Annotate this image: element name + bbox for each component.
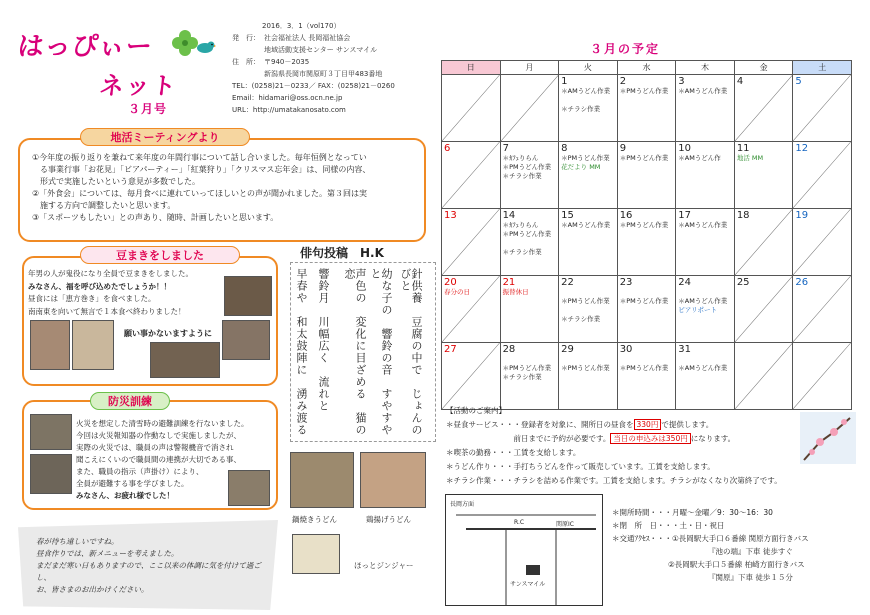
- issue-date: 2016．3．1（vol170）: [262, 22, 341, 30]
- calendar-day: [617, 276, 676, 343]
- mame-line: みなさん、福を呼び込めたでしょうか！！: [28, 281, 171, 291]
- calendar-event: ＊PMうどん作業: [561, 364, 610, 372]
- calendar-week: [442, 209, 852, 276]
- hours: ＊開所時間・・・月曜～金曜／9：30～16：30: [612, 508, 773, 517]
- closed-day-slash: [793, 276, 851, 342]
- day-number: 14: [502, 210, 516, 221]
- calendar-day: [559, 142, 618, 209]
- calendar-event: ＊AMうどん作業: [561, 221, 611, 229]
- reserve-text-end: になります。: [690, 434, 736, 443]
- bousai-line: また、職員の指示（声掛け）により、: [76, 467, 204, 476]
- calendar-event: [503, 355, 557, 364]
- calendar-event: [561, 355, 615, 364]
- calendar-event: ＊PMうどん作業: [502, 364, 552, 372]
- day-number: 1: [561, 76, 568, 87]
- closed-day-slash: [442, 343, 500, 409]
- calendar-day: [500, 209, 559, 276]
- calendar-event: ピアリポート: [678, 306, 717, 314]
- meeting-line: 施する方向で調整したいと思います。: [32, 201, 176, 210]
- meeting-line: 形式で実施したいという意見が多数でした。: [32, 177, 200, 186]
- postal-code: 〒940－2035: [264, 58, 310, 66]
- email[interactable]: Email：hidamari@oss.ocn.ne.jp: [232, 94, 343, 102]
- day-number: 21: [502, 277, 516, 288]
- calendar-day: [500, 142, 559, 209]
- calendar-event: 花だより MM: [561, 163, 601, 171]
- calendar-event: ＊PMうどん作業: [561, 154, 610, 162]
- day-number: 2: [619, 76, 627, 87]
- calendar-day: [617, 142, 676, 209]
- calendar-event: ＊チラシ作業: [502, 248, 542, 256]
- day-number: 31: [678, 344, 691, 355]
- calendar-day: [676, 75, 735, 142]
- weekday-saturday: 土: [793, 61, 852, 75]
- calendar-day: [676, 276, 735, 343]
- food-caption: 鶏揚げうどん: [366, 515, 411, 524]
- note-text: [36, 536, 266, 596]
- calendar-event: ＊ｶﾌｪりらん: [502, 154, 539, 162]
- mame-photo: [72, 320, 114, 370]
- calendar-event: ＊AMうどん作業: [678, 364, 728, 372]
- day-number: 23: [619, 277, 633, 288]
- issuer-center: 地域活動支援センター サンスマイル: [264, 46, 378, 54]
- closed-day-slash: [501, 75, 559, 141]
- day-number: 5: [795, 76, 802, 87]
- food-caption: 鍋焼きうどん: [292, 515, 337, 524]
- mame-photo: [30, 320, 70, 370]
- day-number: 27: [444, 344, 457, 355]
- closed-day-slash: [735, 75, 793, 141]
- day-number: 22: [561, 277, 574, 288]
- calendar-day: [500, 75, 559, 142]
- calendar-event: ＊AMうどん作: [678, 154, 721, 162]
- calendar-event: 振替休日: [502, 288, 529, 296]
- weekday-friday: 金: [734, 61, 793, 75]
- calendar-event: ＊PMうどん作業: [619, 87, 669, 95]
- transport: ＊交通ｱｸｾｽ・・・①長岡駅大手口６番線 関原方面行きバス: [612, 534, 809, 543]
- bousai-line: 聞こえにくいので職員間の連携が大切である事、: [76, 455, 241, 464]
- calendar-event: ＊PMうどん作業: [619, 221, 669, 229]
- closed-day-slash: [793, 343, 851, 409]
- calendar-event: ＊PMうどん作業: [619, 364, 669, 372]
- note-line: まだまだ寒い日もありますので、ここ以来の体調に気を付けて過ごし、: [36, 561, 261, 582]
- udon-line: ＊うどん作り・・・手打ちうどんを作って販売しています。工賃を支給します。: [446, 462, 715, 471]
- haiku-column: 響鈴月 川幅広く 流れと: [317, 268, 330, 412]
- day-number: 20: [444, 277, 457, 288]
- day-number: 19: [795, 210, 809, 221]
- closed-day-slash: [793, 142, 851, 208]
- bousai-title: 防災訓練: [90, 392, 170, 410]
- calendar-event: [561, 96, 615, 105]
- calendar-day: [734, 142, 793, 209]
- publisher-info: [232, 20, 395, 116]
- mame-photo: [222, 320, 270, 360]
- flyer-line: ＊チラシ作業・・・チラシを詰める作業です。工賃を支給します。チラシがなくなり次第終了です。: [446, 476, 782, 485]
- issuer-name: 社会福祉法人 長岡福祉協会: [264, 34, 351, 42]
- issuer-label: 発 行：: [232, 34, 260, 42]
- bousai-line: 火災を想定した清雪時の避難訓練を行ないました。: [76, 419, 249, 428]
- bus-stop-1: 『池の端』下車 徒歩すぐ: [708, 547, 793, 556]
- day-number: 17: [678, 210, 691, 221]
- calendar-event: ＊PMうどん作業: [502, 163, 552, 171]
- mame-caption: 願い事かないますように: [124, 329, 212, 338]
- calendar-day: [442, 343, 501, 410]
- calendar-event: [678, 288, 732, 297]
- sameday-price: 当日の申込みは350円: [610, 433, 690, 444]
- calendar-event: ＊チラシ作業: [502, 172, 542, 180]
- bird-icon: [196, 40, 216, 54]
- calendar-event: ＊チラシ作業: [561, 315, 601, 323]
- calendar-day: [734, 209, 793, 276]
- calendar-event: ＊AMうどん作業: [678, 87, 728, 95]
- meeting-title: 地活ミーティングより: [80, 128, 250, 146]
- mame-photo: [150, 342, 220, 378]
- bousai-line: みなさん、お疲れ様でした！: [76, 491, 174, 500]
- calendar-day: [793, 343, 852, 410]
- calendar-day: [559, 75, 618, 142]
- newsletter-subtitle: ネット: [98, 72, 180, 100]
- calendar-day: [442, 75, 501, 142]
- calendar-event: ＊AMうどん作業: [561, 87, 611, 95]
- day-number: 12: [795, 143, 809, 154]
- url[interactable]: URL：http://umatakanosato.com: [232, 106, 346, 114]
- address-label: 住 所：: [232, 58, 260, 66]
- reserve-text: 前日までに予約が必要です。: [446, 434, 611, 443]
- food-caption: ほっとジンジャー: [354, 561, 414, 570]
- closed-day-slash: [442, 75, 500, 141]
- closed-day-slash: [793, 209, 851, 275]
- activities-heading: 【活動のご案内】: [446, 406, 506, 415]
- calendar-event: ＊チラシ作業: [502, 373, 542, 381]
- calendar-day: [617, 209, 676, 276]
- calendar-day: [734, 75, 793, 142]
- cafe-line: ＊喫茶の勤務・・・工賃を支給します。: [446, 448, 581, 457]
- calendar-week: [442, 343, 852, 410]
- calendar-day: [734, 343, 793, 410]
- bousai-photo: [30, 454, 72, 494]
- map-label: サンスマイル: [510, 581, 546, 588]
- closed-day-slash: [442, 142, 500, 208]
- note-line: お、皆さまのお出かけください。: [36, 585, 149, 594]
- issue-month: ３月号: [128, 102, 168, 116]
- calendar-day: [442, 276, 501, 343]
- calendar-day: [442, 142, 501, 209]
- calendar-day: [500, 276, 559, 343]
- map-drawing: [446, 495, 604, 607]
- lunch-text-end: で提供します。: [661, 420, 714, 429]
- mame-line: 南南東を向いて無言で１本食べ終わりました！: [28, 306, 186, 316]
- calendar-event: 地活 MM: [736, 154, 764, 162]
- calendar-day: [676, 209, 735, 276]
- calendar-title: ３月の予定: [590, 42, 661, 56]
- weekday-sunday: 日: [442, 61, 501, 75]
- weekday-wednesday: 水: [617, 61, 676, 75]
- food-photo: [292, 534, 340, 574]
- map-label: 関原IC: [556, 521, 574, 528]
- address: 新潟県長岡市関原町３丁目甲483番地: [264, 70, 383, 78]
- calendar-event: ＊PMうどん作業: [502, 230, 552, 238]
- meeting-line: ③「スポーツもしたい」との声あり、随時、計画したいと思います。: [32, 213, 279, 222]
- mame-line: 昼食には「恵方巻き」を食べました。: [28, 294, 156, 303]
- map-label: 長岡方面: [450, 501, 475, 508]
- haiku-title: 俳句投稿 H.K: [300, 246, 384, 260]
- calendar-day: [442, 209, 501, 276]
- bousai-photo: [30, 414, 72, 450]
- meeting-text: [32, 152, 422, 224]
- bousai-line: 今回は火災報知器の作動なしで実施しましたが、: [76, 431, 241, 440]
- day-number: 29: [561, 344, 574, 355]
- calendar-event: [620, 355, 674, 364]
- meeting-line: ②「外食会」については、毎月食べに連れていってほしいとの声が聞かれました。第３回は実: [32, 189, 368, 198]
- day-number: 3: [678, 76, 685, 87]
- food-photo: [290, 452, 354, 508]
- calendar-event: ＊AMうどん作業: [678, 221, 728, 229]
- calendar-day: [617, 343, 676, 410]
- plum-blossom-illustration: [800, 412, 856, 464]
- day-number: 11: [736, 143, 750, 154]
- calendar-event: ＊チラシ作業: [561, 105, 601, 113]
- calendar-week: [442, 75, 852, 142]
- tel-fax: TEL：(0258)21－0233／ FAX：(0258)21－0260: [232, 82, 395, 90]
- closed-day-slash: [793, 75, 851, 141]
- weekday-tuesday: 火: [559, 61, 618, 75]
- day-number: 30: [619, 344, 633, 355]
- day-number: 26: [795, 277, 809, 288]
- bousai-line: 実際の火災では、職員の声は警報機音で消され: [76, 443, 234, 452]
- closed-day-slash: [735, 276, 793, 342]
- newsletter-title: はっぴぃー: [16, 32, 155, 62]
- bus-stop-2: 『関原』下車 徒歩１５分: [708, 573, 793, 582]
- day-number: 8: [561, 143, 568, 154]
- note-line: 春が待ち遠しいですね。: [36, 537, 119, 546]
- calendar-event: ＊AMうどん作業: [678, 297, 728, 305]
- access-map: [445, 494, 603, 606]
- calendar-day: [793, 142, 852, 209]
- bousai-line: 全員が避難する事を学びました。: [76, 479, 189, 488]
- calendar-week: [442, 142, 852, 209]
- calendar: [441, 60, 852, 410]
- meeting-line: る事業行事「お花見」「ビアパーティー」「紅葉狩り」「クリスマス忘年会」は、同様の内容、: [32, 165, 371, 174]
- calendar-day: [559, 343, 618, 410]
- calendar-day: [676, 142, 735, 209]
- day-number: 15: [561, 210, 574, 221]
- map-label: R.C: [514, 519, 525, 526]
- note-line: 昼食作りでは、新メニューを考えました。: [36, 549, 179, 558]
- meeting-line: ①今年度の振り返りを兼ねて来年度の年間行事について話し合いました。毎年恒例となってい: [32, 153, 367, 162]
- calendar-event: [503, 239, 557, 248]
- day-number: 24: [678, 277, 691, 288]
- day-number: 4: [736, 76, 744, 87]
- lunch-price: 330円: [634, 419, 662, 430]
- closed-day-slash: [735, 209, 793, 275]
- day-number: 10: [678, 143, 691, 154]
- lunch-text: ＊昼食サービス・・・登録者を対象に、開所日の昼食を: [446, 420, 634, 429]
- weekday-monday: 月: [500, 61, 559, 75]
- haiku-column: 幼な子の 響鈴の音 すやすやと: [369, 268, 393, 436]
- calendar-day: [793, 209, 852, 276]
- closed-day-slash: [442, 276, 500, 342]
- haiku-column: 早春や 和太鼓陣に 湧み渡る: [295, 268, 308, 436]
- mame-text: [28, 268, 228, 318]
- calendar-event: ＊PMうどん作業: [619, 297, 669, 305]
- calendar-event: [620, 288, 674, 297]
- calendar-day: [559, 276, 618, 343]
- access-info: [612, 506, 809, 584]
- calendar-event: ＊PMうどん作業: [561, 297, 610, 305]
- closed-days: ＊閉 所 日・・・土・日・祝日: [612, 521, 725, 530]
- day-number: 28: [502, 344, 516, 355]
- closed-day-slash: [442, 209, 500, 275]
- calendar-event: [678, 355, 732, 364]
- calendar-day: [793, 276, 852, 343]
- day-number: 16: [619, 210, 633, 221]
- calendar-day: [617, 75, 676, 142]
- day-number: 25: [736, 277, 750, 288]
- calendar-event: [561, 306, 615, 315]
- calendar-day: [734, 276, 793, 343]
- calendar-day: [793, 75, 852, 142]
- day-number: 7: [502, 143, 509, 154]
- calendar-day: [559, 209, 618, 276]
- calendar-event: [561, 288, 615, 297]
- calendar-week: [442, 276, 852, 343]
- bousai-text: [76, 418, 276, 502]
- calendar-event: ＊PMうどん作業: [619, 154, 669, 162]
- calendar-event: 春分の日: [444, 288, 470, 296]
- day-number: 6: [444, 143, 451, 154]
- weekday-row: [442, 61, 852, 75]
- day-number: 13: [444, 210, 457, 221]
- calendar-day: [676, 343, 735, 410]
- mame-title: 豆まきをしました: [80, 246, 240, 264]
- calendar-day: [500, 343, 559, 410]
- food-photo: [360, 452, 426, 508]
- mame-photo: [224, 276, 272, 316]
- weekday-thursday: 木: [676, 61, 735, 75]
- mame-line: 年男の人が鬼役になり全員で豆まきをしました。: [28, 269, 193, 278]
- bus-route-2: ②長岡駅大手口５番線 柏崎方面行きバス: [668, 560, 805, 569]
- day-number: 18: [736, 210, 750, 221]
- calendar-event: ＊ｶﾌｪりらん: [502, 221, 539, 229]
- haiku-column: 声色の 変化に目ざめる 猫の恋: [343, 268, 367, 436]
- day-number: 9: [619, 143, 627, 154]
- closed-day-slash: [735, 343, 793, 409]
- haiku-column: 針供養 豆腐の中で じょんのびと: [399, 268, 423, 436]
